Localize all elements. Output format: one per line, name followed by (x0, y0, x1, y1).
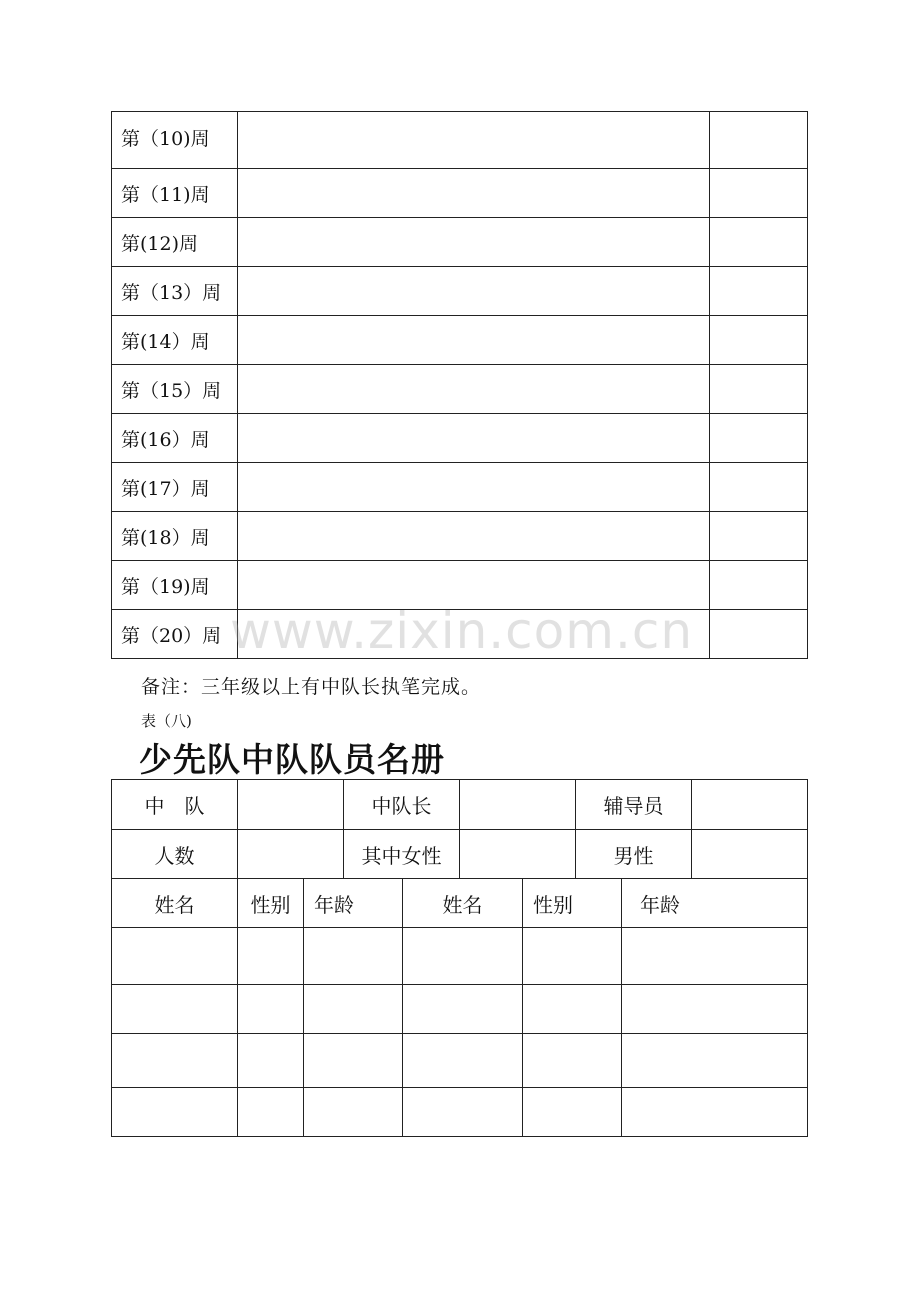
table-row (112, 985, 808, 1034)
counselor-value-cell[interactable] (692, 780, 808, 830)
watermark: www.zixin.com.cn (230, 602, 694, 660)
gender-cell[interactable] (238, 928, 304, 985)
name-cell[interactable] (112, 1088, 238, 1137)
week-content-cell[interactable] (238, 218, 710, 267)
week-content-cell[interactable] (238, 267, 710, 316)
roster-header-row (112, 780, 808, 830)
name-cell[interactable] (112, 928, 238, 985)
counselor-label: 辅导员 (576, 780, 692, 830)
gender-cell[interactable] (238, 1088, 304, 1137)
week-content-cell[interactable] (238, 365, 710, 414)
week-content-cell[interactable] (238, 512, 710, 561)
week-row (112, 267, 808, 316)
gender-cell[interactable] (523, 1034, 622, 1088)
week-row (112, 112, 808, 169)
week-remark-cell[interactable] (710, 610, 808, 659)
roster-header-row (112, 830, 808, 879)
female-count-cell[interactable] (460, 830, 576, 879)
age-cell[interactable] (622, 985, 808, 1034)
table-row (112, 1034, 808, 1088)
name-cell[interactable] (403, 1034, 523, 1088)
week-remark-cell[interactable] (710, 512, 808, 561)
roster-header-table (111, 779, 808, 879)
name-cell[interactable] (403, 1088, 523, 1137)
week-remark-cell[interactable] (710, 561, 808, 610)
week-label: 第(18）周 (112, 512, 238, 561)
gender-cell[interactable] (523, 928, 622, 985)
leader-value-cell[interactable] (460, 780, 576, 830)
week-remark-cell[interactable] (710, 267, 808, 316)
roster-member-table (111, 878, 808, 1137)
column-header-name: 姓名 (112, 879, 238, 928)
week-remark-cell[interactable] (710, 414, 808, 463)
week-label: 第（13）周 (112, 267, 238, 316)
week-content-cell[interactable] (238, 414, 710, 463)
week-remark-cell[interactable] (710, 112, 808, 169)
gender-cell[interactable] (523, 985, 622, 1034)
age-cell[interactable] (304, 985, 403, 1034)
week-row (112, 512, 808, 561)
week-remark-cell[interactable] (710, 365, 808, 414)
week-remark-cell[interactable] (710, 169, 808, 218)
name-cell[interactable] (403, 928, 523, 985)
female-count-label: 其中女性 (344, 830, 460, 879)
week-remark-cell[interactable] (710, 218, 808, 267)
male-count-cell[interactable] (692, 830, 808, 879)
age-cell[interactable] (304, 1088, 403, 1137)
gender-cell[interactable] (238, 1034, 304, 1088)
name-cell[interactable] (112, 985, 238, 1034)
roster-column-header-row (112, 879, 808, 928)
week-content-cell[interactable] (238, 316, 710, 365)
week-row (112, 414, 808, 463)
week-remark-cell[interactable] (710, 463, 808, 512)
age-cell[interactable] (622, 928, 808, 985)
squad-label: 中 队 (112, 780, 238, 830)
week-row (112, 218, 808, 267)
name-cell[interactable] (403, 985, 523, 1034)
week-label: 第（19)周 (112, 561, 238, 610)
column-header-age: 年龄 (304, 879, 403, 928)
column-header-name: 姓名 (403, 879, 523, 928)
weekly-record-table (111, 111, 808, 659)
column-header-gender: 性别 (238, 879, 304, 928)
member-count-label: 人数 (112, 830, 238, 879)
table-number: 表（八) (141, 712, 192, 730)
week-content-cell[interactable] (238, 169, 710, 218)
week-label: 第(14）周 (112, 316, 238, 365)
gender-cell[interactable] (523, 1088, 622, 1137)
week-row (112, 365, 808, 414)
week-label: 第（10)周 (112, 112, 238, 169)
week-label: 第（11)周 (112, 169, 238, 218)
column-header-age: 年龄 (622, 879, 808, 928)
male-count-label: 男性 (576, 830, 692, 879)
week-label: 第（15）周 (112, 365, 238, 414)
roster-title: 少先队中队队员名册 (139, 740, 445, 779)
week-label: 第(17）周 (112, 463, 238, 512)
week-label: 第(16）周 (112, 414, 238, 463)
name-cell[interactable] (112, 1034, 238, 1088)
gender-cell[interactable] (238, 985, 304, 1034)
week-content-cell[interactable] (238, 463, 710, 512)
table-row (112, 1088, 808, 1137)
table-row (112, 928, 808, 985)
column-header-gender: 性别 (523, 879, 622, 928)
squad-value-cell[interactable] (238, 780, 344, 830)
week-remark-cell[interactable] (710, 316, 808, 365)
week-row (112, 463, 808, 512)
age-cell[interactable] (622, 1034, 808, 1088)
remark-note: 备注：三年级以上有中队长执笔完成。 (141, 676, 482, 698)
leader-label: 中队长 (344, 780, 460, 830)
week-label: 第（20）周 (112, 610, 238, 659)
week-row (112, 169, 808, 218)
age-cell[interactable] (304, 928, 403, 985)
week-row (112, 316, 808, 365)
age-cell[interactable] (622, 1088, 808, 1137)
member-count-cell[interactable] (238, 830, 344, 879)
age-cell[interactable] (304, 1034, 403, 1088)
week-content-cell[interactable] (238, 112, 710, 169)
week-label: 第(12)周 (112, 218, 238, 267)
